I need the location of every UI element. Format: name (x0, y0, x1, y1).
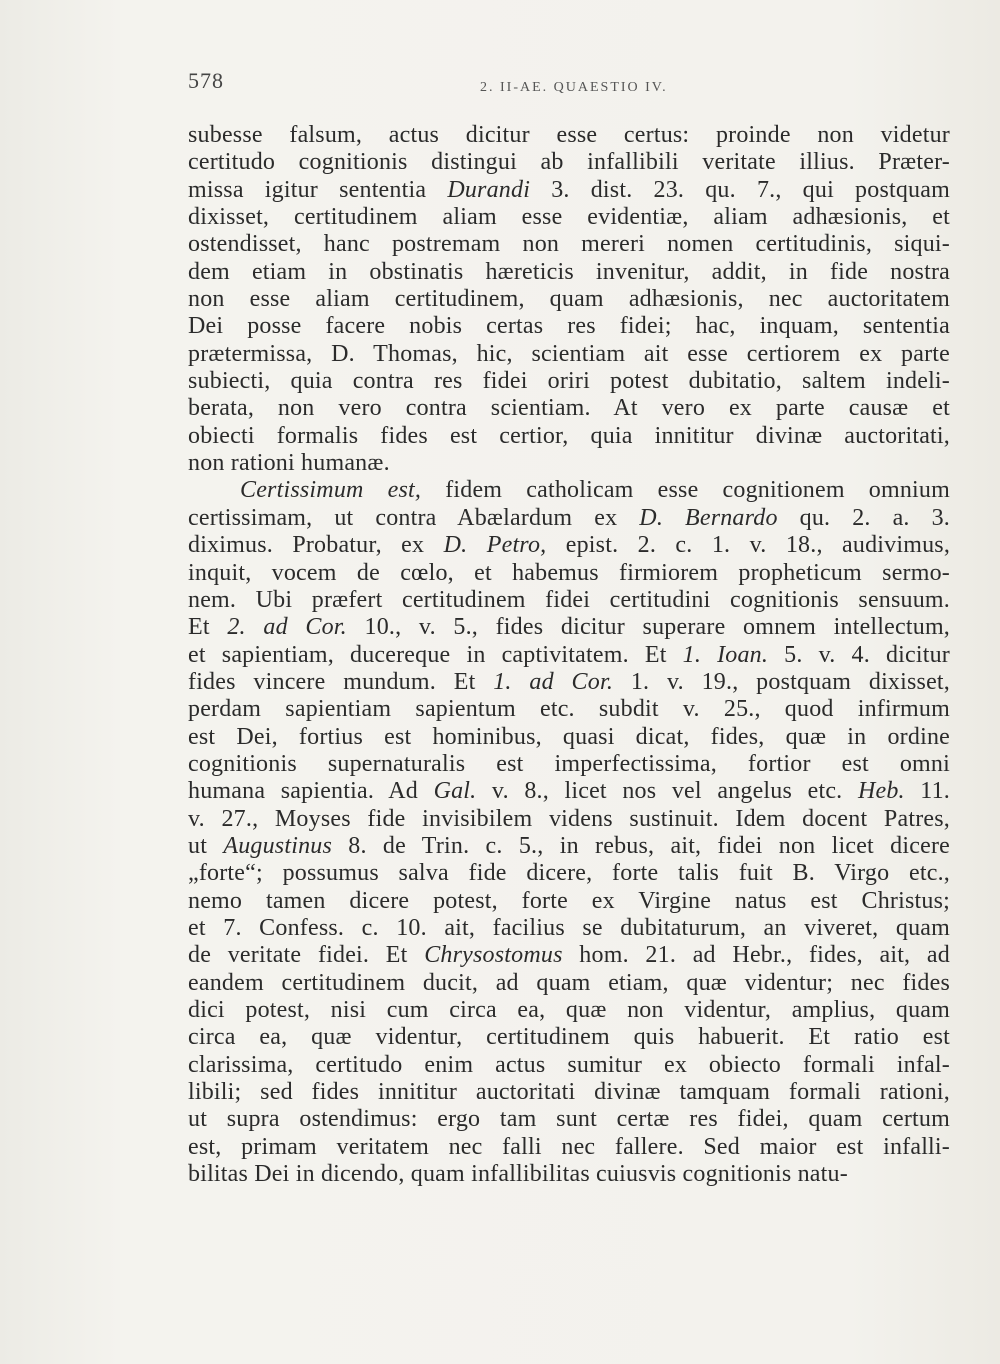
text-run: 3. dist. 23. qu. 7., qui postquam (530, 176, 950, 203)
text-run: est, primam veritatem nec falli nec fallere. Sed maior est infalli- (188, 1133, 950, 1160)
italic-citation: D. Bernardo (639, 504, 778, 531)
text-run: humana sapientia. Ad (188, 778, 434, 805)
text-line (188, 286, 950, 313)
text-run: epist. 2. c. 1. v. 18., audivimus, (546, 532, 951, 559)
text-line (188, 669, 950, 696)
text-line (188, 231, 950, 258)
text-line (188, 888, 950, 915)
text-line (188, 806, 950, 833)
text-run: 8. de Trin. c. 5., in rebus, ait, fidei non licet dicere (332, 832, 950, 859)
text-run: fides vincere mundum. Et (188, 668, 494, 695)
text-line (188, 313, 950, 340)
italic-citation: Augustinus (223, 832, 333, 859)
text-line (188, 997, 950, 1024)
text-run: clarissima, certitudo enim actus sumitur ex obiecto formali infal- (188, 1051, 950, 1078)
text-run: 1. v. 19., postquam dixisset, (613, 668, 951, 695)
text-line (188, 505, 950, 532)
page-number: 578 (188, 68, 224, 93)
text-line (188, 204, 950, 231)
text-line (188, 532, 950, 559)
text-run: eandem certitudinem ducit, ad quam etiam, quæ videntur; nec fides (188, 969, 950, 996)
italic-citation: 2. ad Cor. (227, 614, 347, 641)
text-run: „forte“; possumus salva fide dicere, forte talis fuit B. Virgo etc., (188, 860, 950, 887)
text-run: ostendisset, hanc postremam non mereri nomen certitudinis, siqui- (188, 231, 950, 258)
italic-citation: 1. ad Cor. (493, 668, 614, 695)
text-run: et sapientiam, ducereque in captivitatem. Et (188, 641, 683, 668)
text-run: ut (188, 832, 224, 859)
text-run: subesse falsum, actus dicitur esse certus: proinde non videtur (188, 122, 950, 148)
text-run: certitudo cognitionis distingui ab infallibili veritate illius. Præter- (188, 149, 950, 176)
italic-citation: Gal. (433, 778, 477, 805)
text-run: perdam sapientiam sapientum etc. subdit v. 25., quod infirmum (188, 696, 950, 723)
text-line (188, 1024, 950, 1051)
text-run: v. 8., licet nos vel angelus etc. (476, 778, 858, 805)
text-run: 11. (904, 778, 951, 805)
text-run: obiecti formalis fides est certior, quia innititur divinæ auctoritati, (188, 422, 950, 449)
text-run: cognitionis supernaturalis est imperfectissima, fortior est omni (188, 750, 950, 777)
text-line (188, 450, 950, 477)
text-line (188, 1079, 950, 1106)
text-line (188, 778, 950, 805)
text-run: inquit, vocem de cœlo, et habemus firmiorem propheticum sermo- (188, 559, 950, 586)
text-run: qu. 2. a. 3. (777, 504, 950, 531)
text-line (188, 122, 950, 149)
text-run: ut supra ostendimus: ergo tam sunt certæ res fidei, quam certum (188, 1106, 950, 1133)
text-line (188, 751, 950, 778)
text-line (188, 942, 950, 969)
text-run: v. 27., Moyses fide invisibilem videns sustinuit. Idem docent Patres, (188, 805, 950, 832)
text-run: bilitas Dei in dicendo, quam infallibilitas cuiusvis cognitionis natu- (188, 1161, 848, 1188)
text-line (188, 1052, 950, 1079)
text-run: missa igitur sententia (188, 176, 448, 203)
text-line (188, 860, 950, 887)
text-run: et 7. Confess. c. 10. ait, facilius se dubitaturum, an viveret, quam (188, 914, 950, 941)
italic-citation: 1. Ioan. (682, 641, 769, 668)
text-line (188, 477, 950, 504)
section-title: 2. II-AE. QUAESTIO IV. (480, 80, 668, 95)
text-run: prætermissa, D. Thomas, hic, scientiam ait esse certiorem ex parte (188, 340, 950, 367)
text-run: fidem catholicam esse cognitionem omnium (421, 477, 950, 504)
text-line (188, 970, 950, 997)
text-line (188, 833, 950, 860)
text-line (188, 259, 950, 286)
text-run: Et (188, 614, 228, 641)
text-run: dixisset, certitudinem aliam esse evidentiæ, aliam adhæsionis, et (188, 204, 950, 231)
text-run: nemo tamen dicere potest, forte ex Virgine natus est Christus; (188, 887, 950, 914)
text-line (188, 560, 950, 587)
text-run: Dei posse facere nobis certas res fidei; hac, inquam, sententia (188, 313, 950, 340)
text-run: diximus. Probatur, ex (188, 532, 444, 559)
italic-citation: Heb. (857, 778, 905, 805)
text-line (188, 587, 950, 614)
text-run: nem. Ubi præfert certitudinem fidei certitudini cognitionis sensuum. (188, 586, 950, 613)
text-line (188, 177, 950, 204)
text-line (188, 423, 950, 450)
text-run: de veritate fidei. Et (188, 942, 425, 969)
text-run: est Dei, fortius est hominibus, quasi dicat, fides, quæ in ordine (188, 723, 950, 750)
text-run: berata, non vero contra scientiam. At vero ex parte causæ et (188, 395, 950, 422)
body-text (188, 122, 950, 1188)
text-line (188, 915, 950, 942)
text-line (188, 724, 950, 751)
text-line (188, 614, 950, 641)
text-line (188, 696, 950, 723)
text-run: non rationi humanæ. (188, 450, 390, 477)
text-run: circa ea, quæ videntur, certitudinem quis habuerit. Et ratio est (188, 1024, 950, 1051)
text-line (188, 642, 950, 669)
text-line (188, 1161, 950, 1188)
text-line (188, 395, 950, 422)
text-run: dem etiam in obstinatis hæreticis invenitur, addit, in fide nostra (188, 258, 950, 285)
text-run: non esse aliam certitudinem, quam adhæsionis, nec auctoritatem (188, 286, 950, 313)
italic-citation: Certissimum est, (240, 477, 422, 504)
running-head (188, 68, 948, 100)
text-run: 10., v. 5., fides dicitur superare omnem intellectum, (346, 614, 951, 641)
text-line (188, 368, 950, 395)
italic-citation: D. Petro, (443, 532, 547, 559)
text-run: hom. 21. ad Hebr., fides, ait, ad (562, 942, 950, 969)
text-line (188, 1106, 950, 1133)
text-line (188, 149, 950, 176)
text-line (188, 1134, 950, 1161)
text-run: 5. v. 4. dicitur (768, 641, 950, 668)
text-run: dici potest, nisi cum circa ea, quæ non videntur, amplius, quam (188, 997, 950, 1023)
text-run: certissimam, ut contra Abælardum ex (188, 504, 640, 531)
italic-citation: Chrysostomus (424, 942, 563, 969)
text-line (188, 341, 950, 368)
italic-citation: Durandi (447, 176, 531, 203)
text-run: subiecti, quia contra res fidei oriri potest dubitatio, saltem indeli- (188, 368, 950, 395)
text-run: libili; sed fides innititur auctoritati divinæ tamquam formali rationi, (188, 1079, 950, 1106)
